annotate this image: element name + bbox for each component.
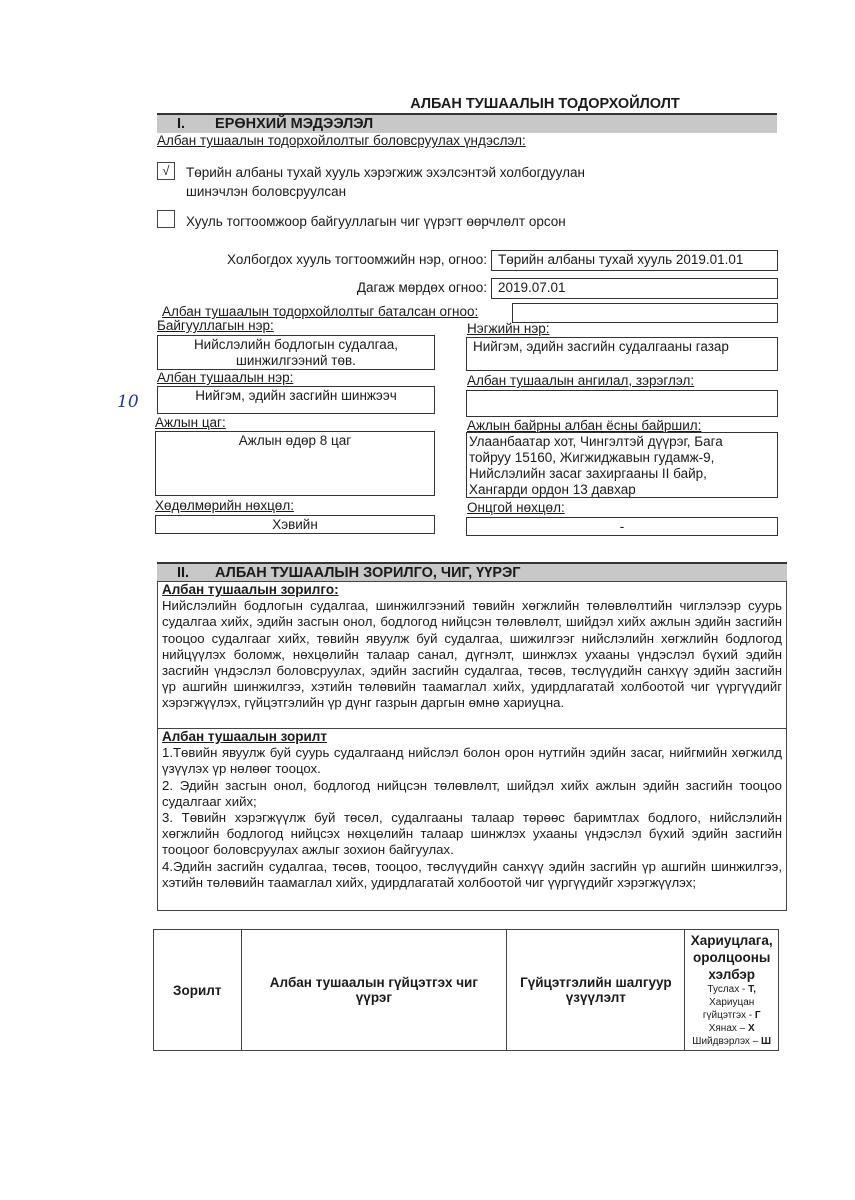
option1-label-line1: Төрийн албаны тухай хууль хэрэгжиж эхэлсэнтэй холбогдуулан bbox=[186, 165, 585, 180]
checkmark-icon: √ bbox=[162, 163, 170, 178]
section2-heading: АЛБАН ТУШААЛЫН ЗОРИЛГО, ЧИГ, ҮҮРЭГ bbox=[215, 565, 521, 581]
objectives-heading: Албан тушаалын зорилт bbox=[162, 729, 327, 744]
legend-item: Шийдвэрлэх – Ш bbox=[692, 1036, 772, 1047]
location-line: Нийслэлийн засаг захиргааны II байр, bbox=[469, 466, 707, 481]
objective-item: 4.Эдийн засгийн судалгаа, төсөв, тооцоо, төслүүдийн санхүү эдийн засгийн үр ашгийн шинжилгээ, хэтийн төлөвийн таамаглал хийх, удирдлагатай холбоотой чиг үүргүүдийг хэрэгжүүлэх; bbox=[162, 858, 782, 890]
purpose-heading: Албан тушаалын зорилго: bbox=[162, 582, 339, 597]
option1-label-line2: шинэчлэн боловсруулсан bbox=[186, 184, 347, 199]
basis-label: Албан тушаалын тодорхойлолтыг боловсруулах үндэслэл: bbox=[157, 133, 526, 148]
option2-label: Хууль тогтоомжоор байгууллагын чиг үүрэгт өөрчлөлт орсон bbox=[186, 214, 566, 229]
org-label: Байгууллагын нэр: bbox=[157, 318, 274, 333]
hours-field[interactable]: Ажлын өдөр 8 цаг bbox=[155, 431, 435, 496]
approved-date-label: Албан тушаалын тодорхойлолтыг баталсан огноо: bbox=[162, 304, 479, 319]
location-label: Ажлын байрны албан ёсны байршил: bbox=[467, 418, 702, 433]
approved-date-field[interactable] bbox=[512, 303, 778, 323]
effective-date-label: Дагаж мөрдөх огноо: bbox=[356, 280, 487, 295]
org-value-line1: Нийслэлийн бодлогын судалгаа, bbox=[193, 337, 399, 352]
header-responsibility-title: Хариуцлага, оролцооны хэлбэр bbox=[690, 933, 773, 982]
section1-number: I. bbox=[177, 116, 186, 132]
option1-checkbox[interactable] bbox=[157, 162, 175, 180]
document-title: АЛБАН ТУШААЛЫН ТОДОРХОЙЛОЛТ bbox=[410, 96, 680, 112]
section1-heading: ЕРӨНХИЙ МЭДЭЭЛЭЛ bbox=[215, 116, 374, 132]
unit-label: Нэгжийн нэр: bbox=[467, 321, 550, 336]
option2-checkbox[interactable] bbox=[157, 210, 175, 228]
location-line: тойруу 15160, Жигжиджавын гудамж-9, bbox=[469, 450, 715, 465]
header-duties: Албан тушаалын гүйцэтгэх чиг үүрэг bbox=[241, 930, 507, 1051]
objectives-box bbox=[157, 728, 787, 911]
legend-item: Хариуцан гүйцэтгэх - Г bbox=[702, 997, 761, 1021]
section2-number: II. bbox=[177, 565, 190, 581]
purpose-box bbox=[157, 581, 787, 729]
objective-item: 1.Төвийн явуулж буй суурь судалгаанд нийслэл болон орон нутгийн эдийн засаг, нийгмийн хөгжилд үзүүлэх үр нөлөөг тооцох. bbox=[162, 745, 782, 777]
conditions-label: Хөдөлмөрийн нөхцөл: bbox=[155, 498, 294, 513]
special-conditions-label: Онцгой нөхцөл: bbox=[467, 500, 565, 515]
responsibility-table bbox=[153, 929, 779, 1051]
legend-item: Туслах - Т, bbox=[707, 984, 757, 995]
conditions-field[interactable]: Хэвийн bbox=[155, 515, 435, 534]
option1-label bbox=[186, 163, 646, 201]
location-line: Хангарди ордон 13 давхар bbox=[469, 482, 636, 497]
header-responsibility bbox=[685, 930, 779, 1051]
position-label: Албан тушаалын нэр: bbox=[157, 370, 294, 385]
purpose-text: Нийслэлийн бодлогын судалгаа, шинжилгээний төвийн хөгжлийн төлөвлөлтийн чиглэлээр суурь судалгаа хийх, эдийн засгын онол, бодлогод нийцсэн төлөвлөлт, шийдэл хийх ажлын эдийн засгийн тооцоо судалгааг хийх, төвийн явуулж буй судалгаа, шижилгээг нийслэлийн хөгжлийн бодлогод нийцүүлэх боломж, нөхцөлийн талаар санал, дүгнэлт, шинжлэх ухааны үндэслэл бүхий эдийн засгийн үндэслэл боловсруулах, эдийн засгийн судалгаа, төсөв, төслүүдийн санхүү эдийн засгийн үр ашгийн шинжилгээ, хэтийн төлөвийн таамаглал хийх, удирдлагатай холбоотой чиг үүргүүдийг хэрэгжүүлэх, гүйцэтгэлийн үр дүнг газрын даргын өмнө хариуцна. bbox=[162, 598, 782, 711]
law-field[interactable]: Төрийн албаны тухай хууль 2019.01.01 bbox=[491, 250, 778, 271]
org-field[interactable] bbox=[157, 335, 435, 370]
location-field[interactable] bbox=[466, 432, 778, 498]
org-value-line2: шинжилгээний төв. bbox=[236, 353, 356, 368]
objective-item: 2. Эдийн засгын онол, бодлогод нийцсэн төлөвлөлт, шийдэл хийх ажлын эдийн засгийн тооцоо судалгааг хийх; bbox=[162, 777, 782, 809]
unit-field[interactable]: Нийгэм, эдийн засгийн судалгааны газар bbox=[466, 337, 778, 371]
header-objective: Зорилт bbox=[154, 930, 242, 1051]
category-label: Албан тушаалын ангилал, зэрэглэл: bbox=[467, 373, 695, 388]
location-line: Улаанбаатар хот, Чингэлтэй дүүрэг, Бага bbox=[469, 434, 723, 449]
objective-item: 3. Төвийн хэрэгжүүлж буй төсөл, судалгааны талаар төрөөс баримтлах бодлого, нийслэлийн хөгжлийн бодлогод нийцсэх нөхцөлийн талаар шинжлэх ухааны үндэслэл бүхий эдийн засгийн тооцоог боловсруулах ажлыг зохион байгуулах. bbox=[162, 810, 782, 858]
legend-item: Хянах – Х bbox=[708, 1023, 755, 1034]
section2-header bbox=[157, 562, 787, 582]
section1-header bbox=[157, 113, 777, 133]
category-field[interactable] bbox=[466, 390, 778, 417]
hours-label: Ажлын цаг: bbox=[155, 415, 226, 430]
header-criteria: Гүйцэтгэлийн шалгуур үзүүлэлт bbox=[507, 930, 685, 1051]
responsibility-legend bbox=[689, 983, 774, 1048]
law-label: Холбогдох хууль тогтоомжийн нэр, огноо: bbox=[227, 252, 487, 267]
special-conditions-field[interactable]: - bbox=[466, 517, 778, 536]
effective-date-field[interactable]: 2019.07.01 bbox=[491, 278, 778, 299]
handwritten-number: 10 bbox=[117, 392, 139, 412]
position-field[interactable]: Нийгэм, эдийн засгийн шинжээч bbox=[157, 386, 435, 414]
table-header-row bbox=[154, 930, 779, 1051]
